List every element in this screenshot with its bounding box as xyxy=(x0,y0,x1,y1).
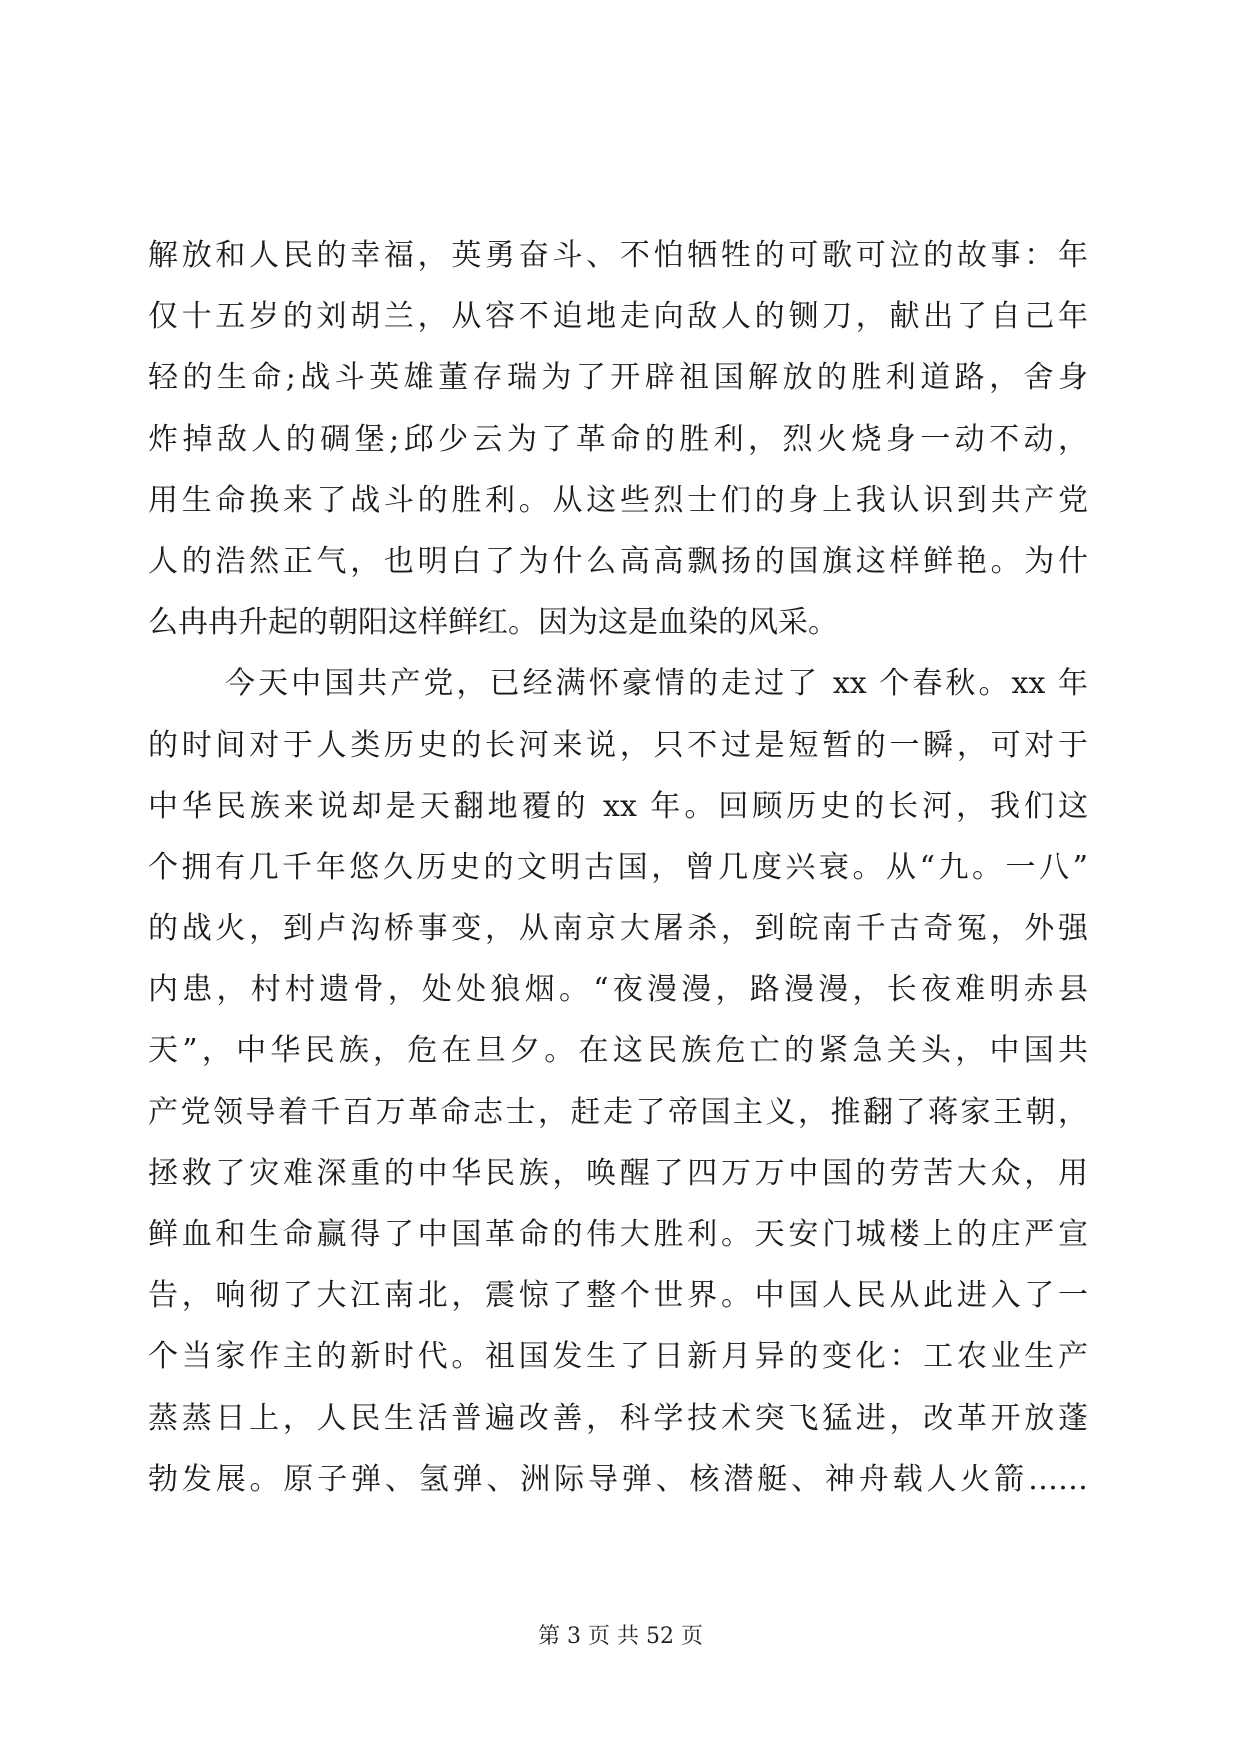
text-line: 炸掉敌人的碉堡;邱少云为了革命的胜利，烈火烧身一动不动， xyxy=(148,421,1088,457)
text-line: 告，响彻了大江南北，震惊了整个世界。中国人民从此进入了一 xyxy=(148,1278,1088,1314)
page-number-footer: 第 3 页 共 52 页 xyxy=(538,1624,703,1649)
text-line: 轻的生命;战斗英雄董存瑞为了开辟祖国解放的胜利道路，舍身 xyxy=(148,360,1088,396)
text-line: 拯救了灾难深重的中华民族，唤醒了四万万中国的劳苦大众，用 xyxy=(148,1155,1088,1191)
text-line: 人的浩然正气，也明白了为什么高高飘扬的国旗这样鲜艳。为什 xyxy=(148,543,1088,579)
text-line: 内患，村村遗骨，处处狼烟。“夜漫漫，路漫漫，长夜难明赤县 xyxy=(148,972,1088,1008)
text-line: 的战火，到卢沟桥事变，从南京大屠杀，到皖南千古奇冤，外强 xyxy=(148,911,1088,947)
text-line: 的时间对于人类历史的长河来说，只不过是短暂的一瞬，可对于 xyxy=(148,727,1088,763)
text-line: 勃发展。原子弹、氢弹、洲际导弹、核潜艇、神舟载人火箭…… xyxy=(148,1461,1088,1497)
text-line: 鲜血和生命赢得了中国革命的伟大胜利。天安门城楼上的庄严宣 xyxy=(148,1217,1088,1252)
text-line: 解放和人民的幸福，英勇奋斗、不怕牺牲的可歌可泣的故事：年 xyxy=(148,238,1088,273)
text-line: 用生命换来了战斗的胜利。从这些烈士们的身上我认识到共产党 xyxy=(148,482,1088,518)
text-line: 么冉冉升起的朝阳这样鲜红。因为这是血染的风采。 xyxy=(148,605,838,641)
text-line: 个当家作主的新时代。祖国发生了日新月异的变化：工农业生产 xyxy=(148,1339,1088,1375)
text-line: 蒸蒸日上，人民生活普遍改善，科学技术突飞猛进，改革开放蓬 xyxy=(148,1400,1088,1436)
body-text xyxy=(148,225,1088,1510)
paragraph-first-line: 今天中国共产党，已经满怀豪情的走过了 xx 个春秋。xx 年 xyxy=(225,666,1088,702)
text-line: 个拥有几千年悠久历史的文明古国，曾几度兴衰。从“九。一八” xyxy=(148,849,1088,885)
text-line: 产党领导着千百万革命志士，赶走了帝国主义，推翻了蒋家王朝， xyxy=(148,1094,1088,1130)
text-line: 天”，中华民族，危在旦夕。在这民族危亡的紧急关头，中国共 xyxy=(148,1033,1088,1069)
text-line: 中华民族来说却是天翻地覆的 xx 年。回顾历史的长河，我们这 xyxy=(148,788,1088,824)
text-line: 仅十五岁的刘胡兰，从容不迫地走向敌人的铡刀，献出了自己年 xyxy=(148,299,1088,335)
